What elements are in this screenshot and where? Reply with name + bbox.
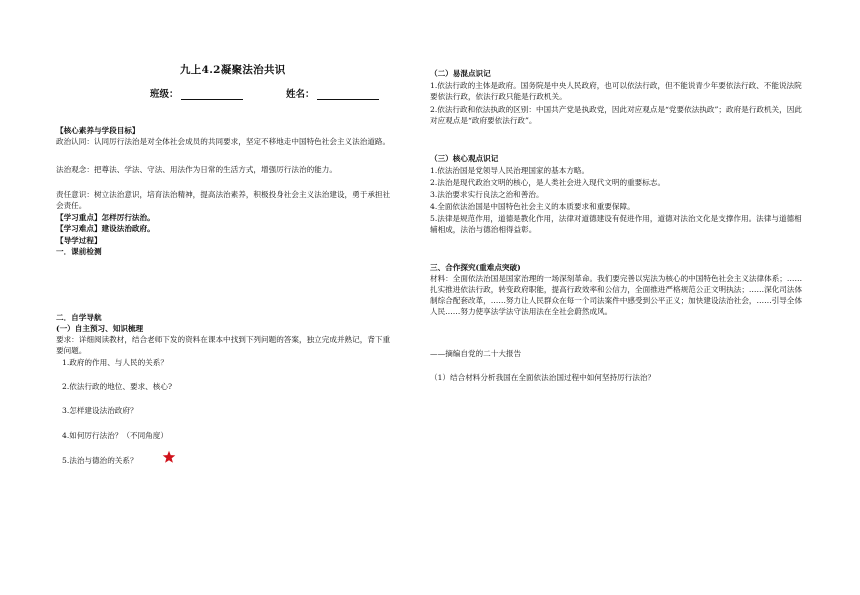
core-heading: （三）核心观点识记 (430, 154, 499, 163)
preview-heading: (一）自主预习、知识梳理 (56, 324, 144, 333)
confusion-heading: （二）易混点识记 (430, 69, 491, 78)
political-identity: 政治认同：认同厉行法治是对全体社会成员的共同要求，坚定不移地走中国特色社会主义法治道路。 (56, 137, 391, 146)
material-source: ——摘编自党的二十大报告 (430, 349, 522, 358)
confusion-text-1: 1.依法行政的主体是政府。国务院是中央人民政府，也可以依法行政，但不能说青少年要依法行政、不能说法院要依法行政，依法行政只能是行政机关。 (430, 81, 802, 101)
question-item: 5.法治与德治的关系？ (62, 456, 138, 465)
question-item: 2.依法行政的地位、要求、核心? (62, 382, 173, 391)
core-point: 2.法治是现代政治文明的核心，是人类社会进入现代文明的重要标志。 (430, 178, 666, 187)
core-point: 1.依法治国是党领导人民治理国家的基本方略。 (430, 166, 590, 175)
name-field[interactable] (286, 86, 379, 100)
cooperation-heading: 三、合作探究(重难点突破) (430, 263, 521, 272)
name-label: 姓名： (286, 89, 315, 100)
name-blank[interactable] (317, 99, 379, 100)
goals-heading: 【核心素养与学段目标】 (56, 126, 140, 135)
confusion-text-2: 2.依法行政和依法执政的区别：中国共产党是执政党，因此对应观点是“党要依法执政”；政府是行政机关，因此对应观点是“政府要依法行政”。 (430, 105, 802, 125)
responsibility-awareness: 责任意识：树立法治意识，培育法治精神，提高法治素养，积极投身社会主义法治建设，勇于承担社会责任。 (56, 190, 391, 210)
class-label: 班级： (150, 89, 179, 100)
question-item: 4.如何厉行法治？（不同角度） (62, 431, 168, 440)
red-star-icon (162, 450, 176, 464)
requirement-text: 要求：详细阅读教材，结合老师下发的资料在课本中找到下列问题的答案，独立完成并熟记，背下重要问题。 (56, 335, 391, 355)
difficult-point: 【学习难点】建设法治政府。 (56, 224, 155, 233)
core-point: 3.法治要求实行良法之治和善治。 (430, 190, 544, 199)
question-item: 1.政府的作用、与人民的关系？ (62, 358, 168, 367)
core-point: 5.法律是规范作用，道德是教化作用，法律对道德建设有促进作用，道德对法治文化是支撑作用。法律与道德相辅相成，法治与德治相得益彰。 (430, 214, 802, 234)
question-item: 3.怎样建设法治政府？ (62, 406, 138, 415)
question-1: （1）结合材料分析我国在全面依法治国过程中如何坚持厉行法治？ (430, 373, 656, 382)
self-study-heading: 二．自学导航 (56, 313, 102, 322)
core-point: 4.全面依法治国是中国特色社会主义的本质要求和重要保障。 (430, 202, 635, 211)
key-point: 【学习重点】怎样厉行法治。 (56, 213, 155, 222)
class-field[interactable] (150, 86, 243, 100)
class-blank[interactable] (181, 99, 243, 100)
material-text: 材料：全面依法治国是国家治理的一场深刻革命。我们要完善以宪法为核心的中国特色社会主义法律体系；……扎实推进依法行政，转变政府职能，提高行政效率和公信力，全面推进严格规范公正文明执法；……深化司法体制综合配套改革，……努力让人民群众在每一个司法案件中感受到公平正义；加快建设法治社会，……引导全体人民……努力使享法学法守法用法在全社会蔚然成风。 (430, 274, 803, 316)
guide-process: 【导学过程】 (56, 236, 102, 245)
page-title: 九上4.2凝聚法治共识 (180, 64, 286, 76)
rule-of-law-concept: 法治观念：把尊法、学法、守法、用法作为日常的生活方式，增强厉行法治的能力。 (56, 165, 337, 174)
pre-check-heading: 一．课前检测 (56, 247, 102, 256)
